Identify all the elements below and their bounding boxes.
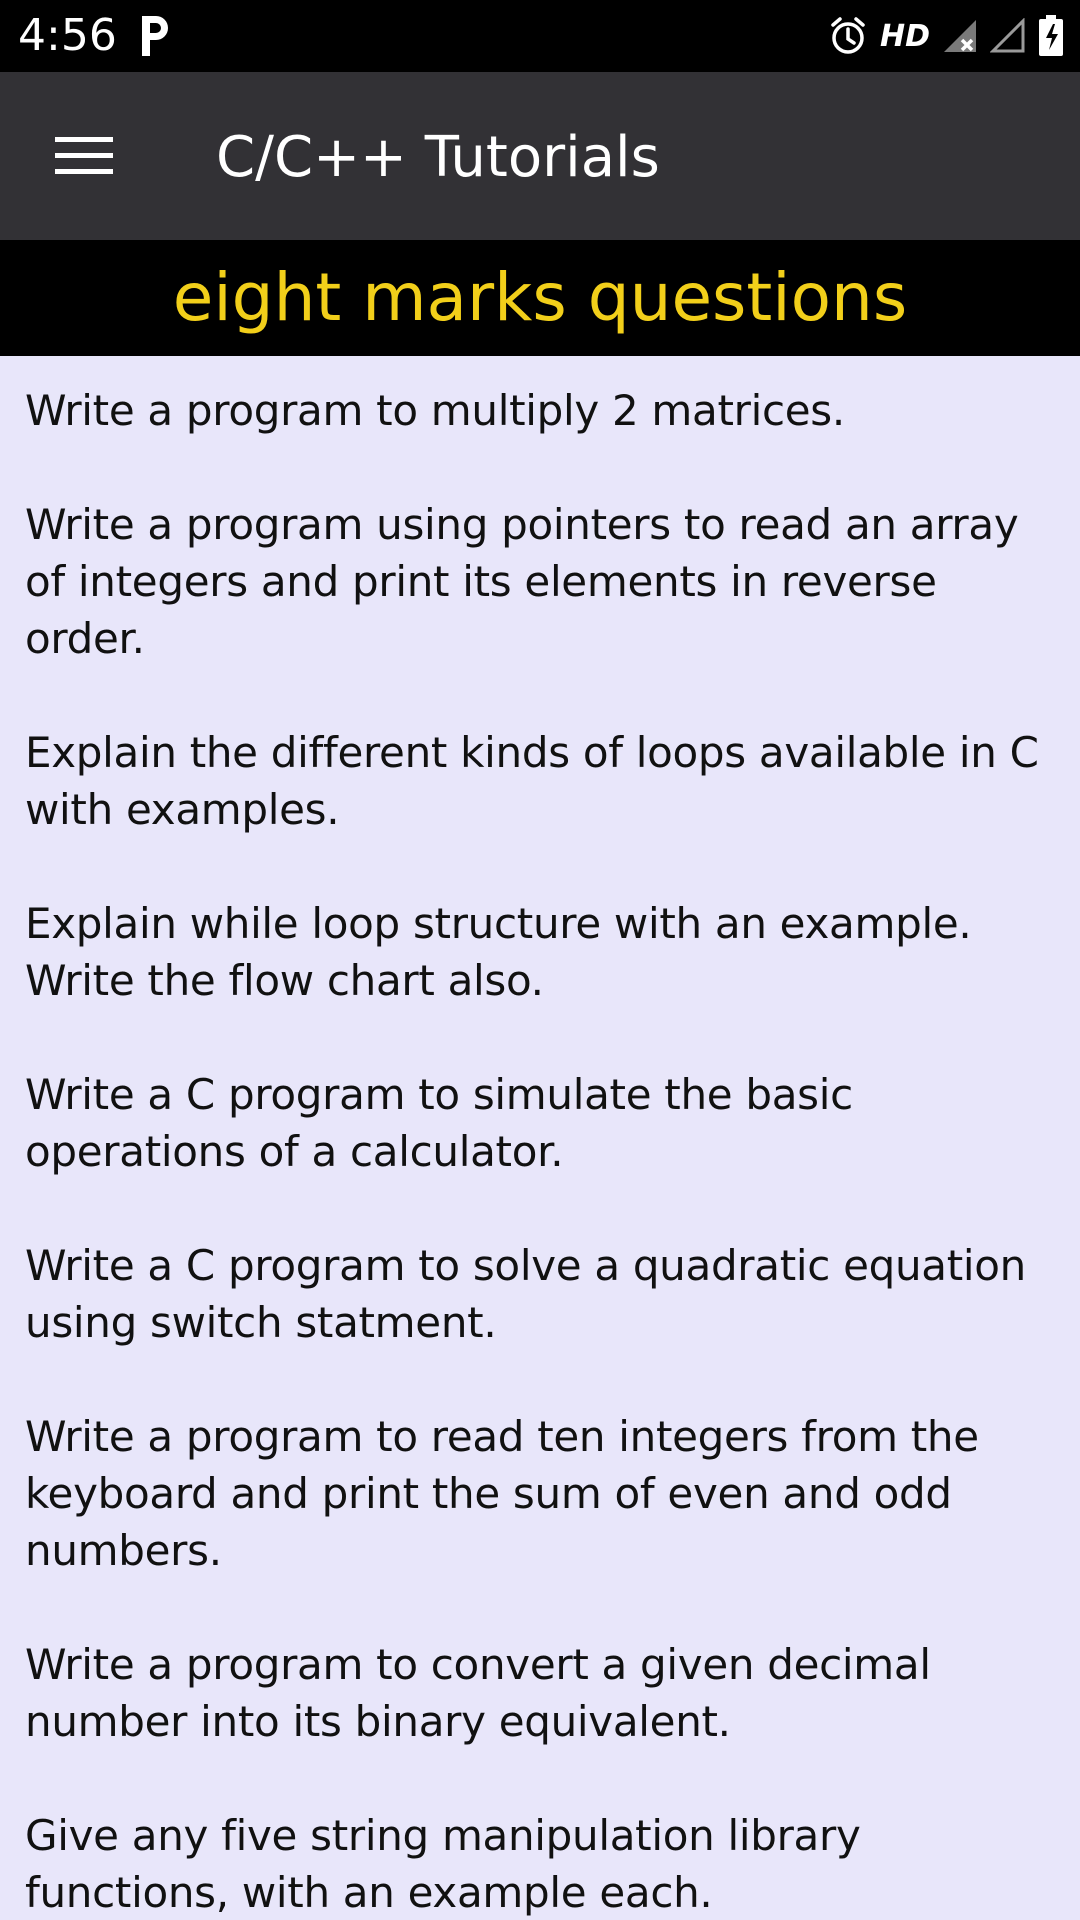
signal-icon	[990, 18, 1026, 54]
menu-button[interactable]	[40, 116, 128, 196]
signal-icon	[942, 18, 978, 54]
question-item: Write a program to convert a given decimal number into its binary equivalent.	[25, 1640, 931, 1746]
app-title: C/C++ Tutorials	[216, 125, 660, 190]
questions-content[interactable]	[0, 356, 1080, 1920]
question-item: Write a C program to simulate the basic operations of a calculator.	[25, 1070, 853, 1176]
alarm-icon	[828, 16, 868, 56]
question-item: Write a program to read ten integers from the keyboard and print the sum of even and odd numbers.	[25, 1412, 979, 1575]
app-bar	[0, 72, 1080, 240]
question-item: Write a program using pointers to read an array of integers and print its elements in reverse order.	[25, 500, 1019, 663]
status-time: 4:56	[18, 10, 117, 61]
question-item: Write a C program to solve a quadratic equation using switch statment.	[25, 1241, 1026, 1347]
status-bar	[0, 0, 1080, 72]
hamburger-menu-icon	[55, 135, 113, 177]
section-header	[0, 240, 1080, 356]
status-icons	[816, 12, 1064, 60]
question-item: Give any five string manipulation library functions, with an example each.	[25, 1811, 861, 1917]
battery-charging-icon	[1038, 15, 1064, 57]
question-list	[0, 356, 1080, 1920]
question-item: Explain while loop structure with an example. Write the flow chart also.	[25, 899, 972, 1005]
question-item: Explain the different kinds of loops available in C with examples.	[25, 728, 1039, 834]
network-type-label: HD	[879, 18, 930, 54]
question-item: Write a program to multiply 2 matrices.	[25, 386, 845, 435]
parking-p-icon	[136, 12, 172, 60]
section-title: eight marks questions	[172, 259, 908, 336]
